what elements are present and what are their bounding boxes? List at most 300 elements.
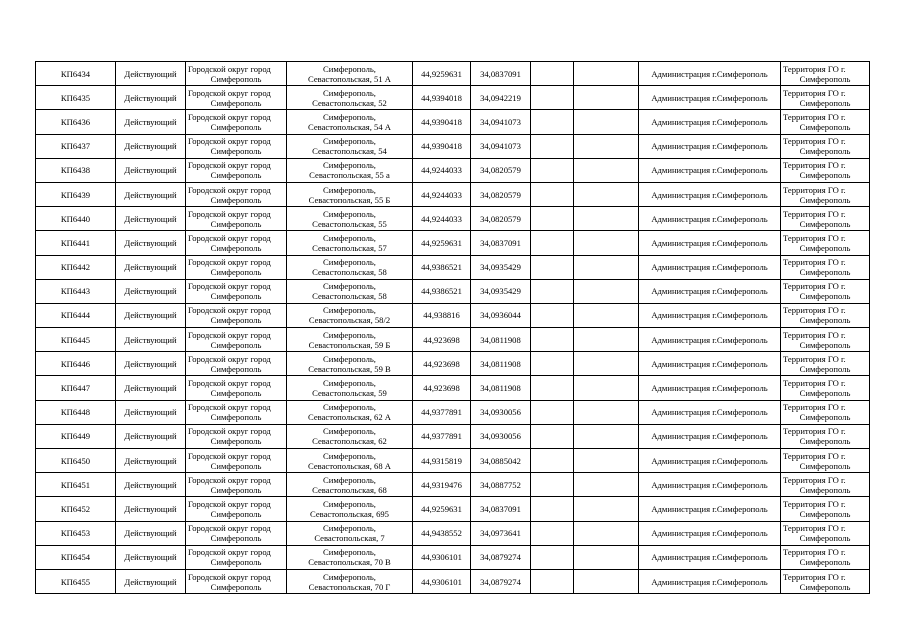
- point-id-cell: КП6440: [36, 207, 116, 231]
- district-line-1: Городской округ город: [188, 111, 271, 122]
- latitude-cell: 44,938816: [413, 303, 471, 327]
- territory-line-1: Территория ГО г.: [783, 184, 846, 195]
- territory-line-2: Симферополь: [799, 460, 851, 471]
- point-id-cell: КП6439: [36, 182, 116, 206]
- table-row: [36, 569, 870, 593]
- district-line-1: Городской округ город: [188, 87, 271, 98]
- district-line-2: Симферополь: [210, 170, 262, 181]
- district-line-2: Симферополь: [210, 218, 262, 229]
- status-cell: Действующий: [116, 521, 186, 545]
- table-row: [36, 134, 870, 158]
- address-cell: [287, 134, 413, 158]
- status-cell: Действующий: [116, 279, 186, 303]
- address-line-2: Севастопольская, 54: [312, 146, 387, 157]
- territory-line-1: Территория ГО г.: [783, 257, 846, 268]
- address-cell: [287, 110, 413, 134]
- empty-cell: [531, 545, 574, 569]
- point-id-cell: КП6435: [36, 86, 116, 110]
- district-line-1: Городской округ город: [188, 450, 271, 461]
- territory-line-1: Территория ГО г.: [783, 329, 846, 340]
- territory-line-1: Территория ГО г.: [783, 111, 846, 122]
- district-line-2: Симферополь: [210, 267, 262, 278]
- point-id-cell: КП6454: [36, 545, 116, 569]
- administration-cell: Администрация г.Симферополь: [639, 86, 781, 110]
- empty-cell: [574, 182, 639, 206]
- administration-cell: Администрация г.Симферополь: [639, 303, 781, 327]
- latitude-cell: 44,9377891: [413, 424, 471, 448]
- longitude-cell: 34,0885042: [471, 449, 531, 473]
- table-row: [36, 182, 870, 206]
- table-row: [36, 449, 870, 473]
- address-line-2: Севастопольская, 58/2: [308, 315, 391, 326]
- table-row: [36, 473, 870, 497]
- address-line-1: Симферополь,: [323, 160, 376, 171]
- point-id-cell: КП6434: [36, 62, 116, 86]
- territory-line-2: Симферополь: [799, 315, 851, 326]
- territory-line-2: Симферополь: [799, 557, 851, 568]
- longitude-cell: 34,0820579: [471, 158, 531, 182]
- longitude-cell: 34,0930056: [471, 424, 531, 448]
- district-cell: [186, 110, 287, 134]
- territory-cell: [781, 62, 870, 86]
- address-line-2: Севастопольская, 59: [312, 388, 387, 399]
- address-line-2: Севастопольская, 58: [312, 267, 387, 278]
- empty-cell: [531, 328, 574, 352]
- district-line-1: Городской округ город: [188, 498, 271, 509]
- district-line-2: Симферополь: [210, 73, 262, 84]
- administration-cell: Администрация г.Симферополь: [639, 207, 781, 231]
- territory-cell: [781, 303, 870, 327]
- point-id-cell: КП6452: [36, 497, 116, 521]
- territory-line-1: Территория ГО г.: [783, 523, 846, 534]
- empty-cell: [574, 62, 639, 86]
- district-line-1: Городской округ город: [188, 523, 271, 534]
- longitude-cell: 34,0936044: [471, 303, 531, 327]
- address-line-1: Симферополь,: [323, 353, 376, 364]
- longitude-cell: 34,0837091: [471, 497, 531, 521]
- longitude-cell: 34,0973641: [471, 521, 531, 545]
- address-cell: [287, 328, 413, 352]
- territory-cell: [781, 134, 870, 158]
- table-row: [36, 400, 870, 424]
- point-id-cell: КП6449: [36, 424, 116, 448]
- empty-cell: [531, 400, 574, 424]
- address-line-1: Симферополь,: [323, 281, 376, 292]
- district-line-2: Симферополь: [210, 388, 262, 399]
- territory-line-1: Территория ГО г.: [783, 136, 846, 147]
- point-id-cell: КП6445: [36, 328, 116, 352]
- latitude-cell: 44,9244033: [413, 207, 471, 231]
- empty-cell: [574, 352, 639, 376]
- territory-cell: [781, 424, 870, 448]
- territory-line-1: Территория ГО г.: [783, 353, 846, 364]
- empty-cell: [531, 134, 574, 158]
- address-line-2: Севастопольская, 70 В: [308, 557, 391, 568]
- empty-cell: [574, 473, 639, 497]
- empty-cell: [531, 255, 574, 279]
- address-line-1: Симферополь,: [323, 305, 376, 316]
- status-cell: Действующий: [116, 158, 186, 182]
- address-line-2: Севастопольская, 55 Б: [308, 194, 391, 205]
- territory-line-2: Симферополь: [799, 388, 851, 399]
- address-cell: [287, 545, 413, 569]
- territory-line-2: Симферополь: [799, 436, 851, 447]
- district-line-1: Городской округ город: [188, 571, 271, 582]
- address-cell: [287, 521, 413, 545]
- district-line-2: Симферополь: [210, 484, 262, 495]
- address-line-2: Севастопольская, 54 А: [307, 121, 392, 132]
- district-cell: [186, 182, 287, 206]
- district-line-1: Городской округ город: [188, 353, 271, 364]
- empty-cell: [531, 352, 574, 376]
- administration-cell: Администрация г.Симферополь: [639, 279, 781, 303]
- administration-cell: Администрация г.Симферополь: [639, 182, 781, 206]
- point-id-cell: КП6441: [36, 231, 116, 255]
- district-line-1: Городской округ город: [188, 378, 271, 389]
- territory-cell: [781, 231, 870, 255]
- empty-cell: [574, 207, 639, 231]
- territory-cell: [781, 545, 870, 569]
- empty-cell: [574, 497, 639, 521]
- latitude-cell: 44,9259631: [413, 62, 471, 86]
- status-cell: Действующий: [116, 376, 186, 400]
- district-line-1: Городской округ город: [188, 232, 271, 243]
- district-line-1: Городской округ город: [188, 136, 271, 147]
- district-line-1: Городской округ город: [188, 281, 271, 292]
- empty-cell: [574, 545, 639, 569]
- address-cell: [287, 279, 413, 303]
- table-row: [36, 521, 870, 545]
- latitude-cell: 44,9244033: [413, 182, 471, 206]
- territory-line-2: Симферополь: [799, 242, 851, 253]
- longitude-cell: 34,0879274: [471, 545, 531, 569]
- address-line-2: Севастопольская, 68 А: [307, 460, 392, 471]
- longitude-cell: 34,0879274: [471, 569, 531, 593]
- latitude-cell: 44,9319476: [413, 473, 471, 497]
- table-row: [36, 207, 870, 231]
- district-cell: [186, 449, 287, 473]
- table-row: [36, 328, 870, 352]
- empty-cell: [574, 231, 639, 255]
- status-cell: Действующий: [116, 328, 186, 352]
- latitude-cell: 44,9315819: [413, 449, 471, 473]
- status-cell: Действующий: [116, 497, 186, 521]
- address-line-1: Симферополь,: [323, 208, 376, 219]
- district-line-1: Городской округ город: [188, 208, 271, 219]
- point-id-cell: КП6447: [36, 376, 116, 400]
- address-line-1: Симферополь,: [323, 63, 376, 74]
- empty-cell: [531, 86, 574, 110]
- administration-cell: Администрация г.Симферополь: [639, 158, 781, 182]
- district-cell: [186, 158, 287, 182]
- territory-line-2: Симферополь: [799, 533, 851, 544]
- status-cell: Действующий: [116, 255, 186, 279]
- address-cell: [287, 424, 413, 448]
- address-line-1: Симферополь,: [323, 136, 376, 147]
- table-row: [36, 62, 870, 86]
- address-line-2: Севастопольская, 62: [312, 436, 387, 447]
- territory-cell: [781, 86, 870, 110]
- address-line-1: Симферополь,: [323, 498, 376, 509]
- address-line-2: Севастопольская, 51 А: [307, 73, 392, 84]
- address-cell: [287, 497, 413, 521]
- latitude-cell: 44,923698: [413, 376, 471, 400]
- territory-line-2: Симферополь: [799, 581, 851, 592]
- empty-cell: [531, 62, 574, 86]
- district-cell: [186, 255, 287, 279]
- status-cell: Действующий: [116, 569, 186, 593]
- empty-cell: [531, 376, 574, 400]
- empty-cell: [574, 110, 639, 134]
- territory-cell: [781, 255, 870, 279]
- longitude-cell: 34,0942219: [471, 86, 531, 110]
- territory-line-1: Территория ГО г.: [783, 208, 846, 219]
- territory-cell: [781, 497, 870, 521]
- longitude-cell: 34,0941073: [471, 110, 531, 134]
- district-cell: [186, 231, 287, 255]
- territory-line-2: Симферополь: [799, 339, 851, 350]
- administration-cell: Администрация г.Симферополь: [639, 521, 781, 545]
- address-line-1: Симферополь,: [323, 402, 376, 413]
- territory-cell: [781, 182, 870, 206]
- empty-cell: [574, 255, 639, 279]
- address-line-1: Симферополь,: [323, 232, 376, 243]
- latitude-cell: 44,9390418: [413, 110, 471, 134]
- address-line-1: Симферополь,: [323, 571, 376, 582]
- district-line-1: Городской округ город: [188, 402, 271, 413]
- district-line-2: Симферополь: [210, 436, 262, 447]
- administration-cell: Администрация г.Симферополь: [639, 497, 781, 521]
- territory-line-2: Симферополь: [799, 73, 851, 84]
- longitude-cell: 34,0935429: [471, 279, 531, 303]
- latitude-cell: 44,9386521: [413, 255, 471, 279]
- administration-cell: Администрация г.Симферополь: [639, 62, 781, 86]
- district-cell: [186, 62, 287, 86]
- district-line-2: Симферополь: [210, 242, 262, 253]
- territory-cell: [781, 521, 870, 545]
- table-row: [36, 158, 870, 182]
- longitude-cell: 34,0811908: [471, 376, 531, 400]
- table-row: [36, 231, 870, 255]
- address-cell: [287, 303, 413, 327]
- latitude-cell: 44,9306101: [413, 569, 471, 593]
- district-line-1: Городской округ город: [188, 305, 271, 316]
- district-line-1: Городской округ город: [188, 426, 271, 437]
- territory-line-1: Территория ГО г.: [783, 281, 846, 292]
- address-line-1: Симферополь,: [323, 450, 376, 461]
- empty-cell: [574, 376, 639, 400]
- empty-cell: [531, 569, 574, 593]
- district-cell: [186, 424, 287, 448]
- status-cell: Действующий: [116, 473, 186, 497]
- district-cell: [186, 328, 287, 352]
- latitude-cell: 44,9390418: [413, 134, 471, 158]
- status-cell: Действующий: [116, 110, 186, 134]
- longitude-cell: 34,0941073: [471, 134, 531, 158]
- latitude-cell: 44,9394018: [413, 86, 471, 110]
- address-line-1: Симферополь,: [323, 378, 376, 389]
- district-line-2: Симферополь: [210, 146, 262, 157]
- longitude-cell: 34,0887752: [471, 473, 531, 497]
- territory-cell: [781, 376, 870, 400]
- district-cell: [186, 134, 287, 158]
- district-cell: [186, 497, 287, 521]
- territory-line-2: Симферополь: [799, 218, 851, 229]
- territory-line-2: Симферополь: [799, 291, 851, 302]
- longitude-cell: 34,0811908: [471, 352, 531, 376]
- address-cell: [287, 231, 413, 255]
- point-id-cell: КП6455: [36, 569, 116, 593]
- territory-cell: [781, 569, 870, 593]
- territory-line-1: Территория ГО г.: [783, 232, 846, 243]
- address-cell: [287, 473, 413, 497]
- empty-cell: [574, 449, 639, 473]
- administration-cell: Администрация г.Симферополь: [639, 473, 781, 497]
- address-cell: [287, 86, 413, 110]
- territory-cell: [781, 400, 870, 424]
- address-cell: [287, 207, 413, 231]
- empty-cell: [531, 110, 574, 134]
- latitude-cell: 44,9244033: [413, 158, 471, 182]
- district-line-2: Симферополь: [210, 557, 262, 568]
- point-id-cell: КП6450: [36, 449, 116, 473]
- administration-cell: Администрация г.Симферополь: [639, 376, 781, 400]
- administration-cell: Администрация г.Симферополь: [639, 545, 781, 569]
- longitude-cell: 34,0935429: [471, 255, 531, 279]
- empty-cell: [574, 328, 639, 352]
- administration-cell: Администрация г.Симферополь: [639, 110, 781, 134]
- latitude-cell: 44,9306101: [413, 545, 471, 569]
- table-row: [36, 352, 870, 376]
- address-line-2: Севастопольская, 52: [312, 97, 387, 108]
- administration-cell: Администрация г.Симферополь: [639, 352, 781, 376]
- territory-cell: [781, 158, 870, 182]
- latitude-cell: 44,9386521: [413, 279, 471, 303]
- status-cell: Действующий: [116, 231, 186, 255]
- point-id-cell: КП6437: [36, 134, 116, 158]
- status-cell: Действующий: [116, 352, 186, 376]
- point-id-cell: КП6442: [36, 255, 116, 279]
- collection-points-table: [35, 61, 870, 594]
- status-cell: Действующий: [116, 449, 186, 473]
- territory-cell: [781, 207, 870, 231]
- district-line-2: Симферополь: [210, 533, 262, 544]
- status-cell: Действующий: [116, 424, 186, 448]
- latitude-cell: 44,923698: [413, 352, 471, 376]
- district-cell: [186, 376, 287, 400]
- address-line-1: Симферополь,: [323, 257, 376, 268]
- territory-line-1: Территория ГО г.: [783, 305, 846, 316]
- district-line-2: Симферополь: [210, 194, 262, 205]
- territory-line-2: Симферополь: [799, 170, 851, 181]
- empty-cell: [531, 521, 574, 545]
- district-line-2: Симферополь: [210, 291, 262, 302]
- empty-cell: [531, 158, 574, 182]
- address-line-2: Севастопольская, 59 Б: [308, 339, 391, 350]
- territory-line-1: Территория ГО г.: [783, 87, 846, 98]
- district-line-2: Симферополь: [210, 581, 262, 592]
- status-cell: Действующий: [116, 86, 186, 110]
- longitude-cell: 34,0820579: [471, 182, 531, 206]
- table-row: [36, 545, 870, 569]
- district-line-1: Городской округ город: [188, 329, 271, 340]
- address-line-1: Симферополь,: [323, 111, 376, 122]
- territory-line-2: Симферополь: [799, 267, 851, 278]
- address-line-1: Симферополь,: [323, 547, 376, 558]
- longitude-cell: 34,0837091: [471, 62, 531, 86]
- point-id-cell: КП6443: [36, 279, 116, 303]
- address-line-1: Симферополь,: [323, 184, 376, 195]
- point-id-cell: КП6451: [36, 473, 116, 497]
- empty-cell: [531, 473, 574, 497]
- address-line-2: Севастопольская, 58: [312, 291, 387, 302]
- district-cell: [186, 303, 287, 327]
- territory-line-2: Симферополь: [799, 146, 851, 157]
- longitude-cell: 34,0930056: [471, 400, 531, 424]
- territory-line-2: Симферополь: [799, 508, 851, 519]
- point-id-cell: КП6438: [36, 158, 116, 182]
- empty-cell: [574, 158, 639, 182]
- territory-line-2: Симферополь: [799, 412, 851, 423]
- address-cell: [287, 255, 413, 279]
- territory-line-1: Территория ГО г.: [783, 450, 846, 461]
- district-cell: [186, 207, 287, 231]
- district-cell: [186, 521, 287, 545]
- territory-line-1: Территория ГО г.: [783, 378, 846, 389]
- latitude-cell: 44,9259631: [413, 231, 471, 255]
- status-cell: Действующий: [116, 207, 186, 231]
- territory-line-1: Территория ГО г.: [783, 571, 846, 582]
- territory-line-1: Территория ГО г.: [783, 402, 846, 413]
- table-row: [36, 86, 870, 110]
- territory-line-1: Территория ГО г.: [783, 547, 846, 558]
- table-row: [36, 279, 870, 303]
- administration-cell: Администрация г.Симферополь: [639, 569, 781, 593]
- territory-line-2: Симферополь: [799, 484, 851, 495]
- table-row: [36, 255, 870, 279]
- territory-line-2: Симферополь: [799, 363, 851, 374]
- district-cell: [186, 400, 287, 424]
- district-cell: [186, 352, 287, 376]
- longitude-cell: 34,0820579: [471, 207, 531, 231]
- empty-cell: [574, 279, 639, 303]
- administration-cell: Администрация г.Симферополь: [639, 134, 781, 158]
- point-id-cell: КП6436: [36, 110, 116, 134]
- address-line-1: Симферополь,: [323, 329, 376, 340]
- address-cell: [287, 449, 413, 473]
- territory-line-1: Территория ГО г.: [783, 160, 846, 171]
- status-cell: Действующий: [116, 182, 186, 206]
- empty-cell: [574, 134, 639, 158]
- table-row: [36, 424, 870, 448]
- longitude-cell: 34,0837091: [471, 231, 531, 255]
- territory-cell: [781, 279, 870, 303]
- territory-line-2: Симферополь: [799, 97, 851, 108]
- administration-cell: Администрация г.Симферополь: [639, 328, 781, 352]
- territory-line-1: Территория ГО г.: [783, 63, 846, 74]
- address-cell: [287, 352, 413, 376]
- address-line-2: Севастопольская, 55: [312, 218, 387, 229]
- address-line-2: Севастопольская, 695: [310, 508, 389, 519]
- administration-cell: Администрация г.Симферополь: [639, 424, 781, 448]
- table-row: [36, 303, 870, 327]
- district-line-2: Симферополь: [210, 97, 262, 108]
- district-line-1: Городской округ город: [188, 257, 271, 268]
- status-cell: Действующий: [116, 400, 186, 424]
- status-cell: Действующий: [116, 545, 186, 569]
- address-line-1: Симферополь,: [323, 474, 376, 485]
- status-cell: Действующий: [116, 303, 186, 327]
